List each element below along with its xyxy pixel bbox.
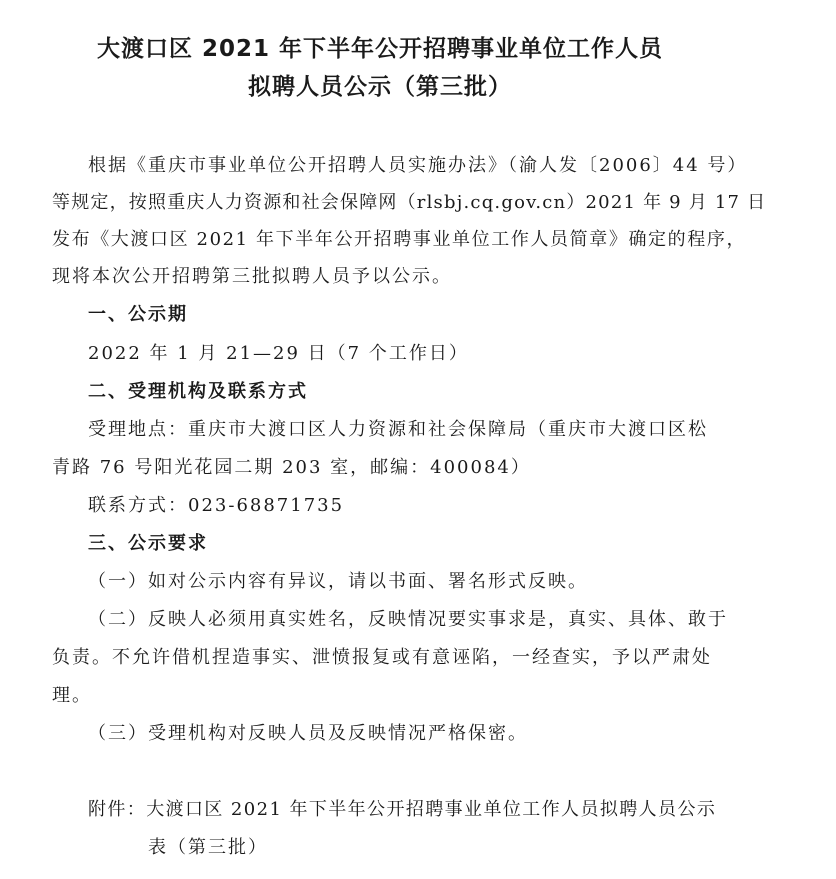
contact-info: 联系方式：023-68871735	[88, 495, 345, 516]
section-1-heading: 一、公示期	[88, 304, 188, 325]
section-3-heading: 三、公示要求	[88, 533, 208, 554]
intro-line-1: 根据《重庆市事业单位公开招聘人员实施办法》（渝人发〔2006〕44 号）	[88, 155, 748, 176]
requirement-2-line-3: 理。	[52, 685, 92, 706]
requirement-3: （三）受理机构对反映人员及反映情况严格保密。	[88, 723, 528, 744]
publicity-period: 2022 年 1 月 21—29 日（7 个工作日）	[88, 343, 469, 364]
address-line-2: 青路 76 号阳光花园二期 203 室，邮编：400084）	[52, 457, 531, 478]
document-title-line-2: 拟聘人员公示（第三批）	[248, 74, 512, 100]
document-title-line-1: 大渡口区 2021 年下半年公开招聘事业单位工作人员	[96, 36, 664, 62]
attachment-line-2: 表（第三批）	[148, 837, 268, 858]
intro-line-4: 现将本次公开招聘第三批拟聘人员予以公示。	[52, 266, 452, 287]
intro-line-2: 等规定，按照重庆人力资源和社会保障网（rlsbj.cq.gov.cn）2021 年 9 月 17 日	[52, 192, 767, 213]
address-line-1: 受理地点：重庆市大渡口区人力资源和社会保障局（重庆市大渡口区松	[88, 419, 708, 440]
requirement-1: （一）如对公示内容有异议，请以书面、署名形式反映。	[88, 571, 588, 592]
requirement-2-line-1: （二）反映人必须用真实姓名，反映情况要实事求是，真实、具体、敢于	[88, 609, 728, 630]
requirement-2-line-2: 负责。不允许借机捏造事实、泄愤报复或有意诬陷，一经查实，予以严肃处	[52, 647, 712, 668]
intro-line-3: 发布《大渡口区 2021 年下半年公开招聘事业单位工作人员简章》确定的程序，	[52, 229, 747, 250]
section-2-heading: 二、受理机构及联系方式	[88, 381, 308, 402]
attachment-line-1: 附件：大渡口区 2021 年下半年公开招聘事业单位工作人员拟聘人员公示	[88, 799, 717, 820]
